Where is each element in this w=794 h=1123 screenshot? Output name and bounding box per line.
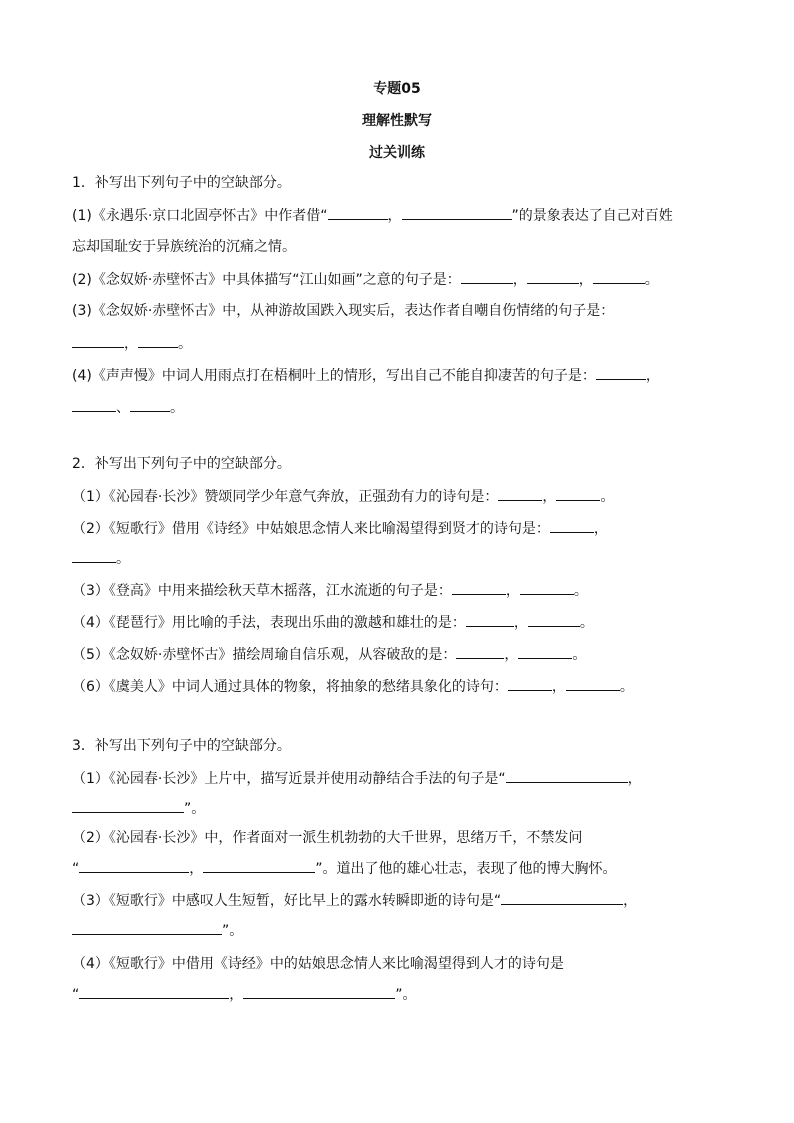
q3-item-3 [72,890,732,911]
answer-blank[interactable] [243,984,395,999]
q2-item-6-end: 。 [619,679,634,695]
q1-item-1-text: (1)《永遇乐·京口北固亭怀古》中作者借“ [72,208,328,224]
answer-blank[interactable] [79,984,229,999]
q3-stem: 3．补写出下列句子中的空缺部分。 [72,738,291,754]
q1-item-4-sep: ， [645,368,660,384]
q1-item-3-sep: ， [124,336,138,352]
q1-item-2-sep: ， [578,272,593,288]
q1-item-2-sep: ， [512,272,527,288]
q3-item-4-sep: ， [229,987,244,1003]
answer-blank[interactable] [402,205,512,220]
q2-stem: 2．补写出下列句子中的空缺部分。 [72,456,291,472]
answer-blank[interactable] [461,269,513,284]
answer-blank[interactable] [498,486,542,501]
answer-blank[interactable] [593,269,645,284]
q2-item-3-sep: ， [505,583,520,599]
q2-item-4-end: 。 [579,615,594,631]
q3-item-1-end: ”。 [184,801,206,817]
q3-item-3-end: ”。 [222,923,244,939]
q2-item-1-text: （1）《沁园春·长沙》赞颂同学少年意气奔放，正强劲有力的诗句是： [72,489,499,505]
q3-item-2-quote: “ [72,861,80,877]
answer-blank[interactable] [508,676,552,691]
q2-item-6-sep: ， [551,679,566,695]
q1-item-2-end: 。 [644,272,659,288]
answer-blank[interactable] [138,333,178,348]
q1-item-1-text-end: ”的景象表达了自己对百姓 [511,208,673,224]
q2-item-3-text: （3）《登高》中用来描绘秋天草木摇落，江水流逝的句子是： [72,583,452,599]
q2-item-1-sep: ， [542,489,557,505]
q3-item-1-sep: ， [627,771,642,787]
answer-blank[interactable] [456,644,504,659]
q3-item-3-sep: ， [623,893,638,909]
q1-item-3-cont [72,333,732,354]
answer-blank[interactable] [566,676,620,691]
answer-blank[interactable] [520,580,574,595]
q2-item-4 [72,612,732,633]
answer-blank[interactable] [528,612,580,627]
q3-item-4: （4）《短歌行》中借用《诗经》中的姑娘思念情人来比喻渴望得到人才的诗句是 [72,956,564,972]
answer-blank[interactable] [596,365,646,380]
q2-item-3-end: 。 [573,583,588,599]
q1-stem: 1．补写出下列句子中的空缺部分。 [72,175,291,191]
q2-item-6-text: （6）《虞美人》中词人通过具体的物象，将抽象的愁绪具象化的诗句： [72,679,508,695]
q1-item-1-sep: ， [387,208,402,224]
answer-blank[interactable] [556,486,600,501]
q3-item-2-end: ”。道出了他的雄心壮志，表现了他的博大胸怀。 [315,861,617,877]
q1-item-4-end: 。 [170,400,184,416]
q2-item-4-sep: ， [513,615,528,631]
q1-item-3-end: 。 [178,336,192,352]
topic-title: 专题05 [373,81,421,97]
q2-item-2-sep: ， [593,521,608,537]
answer-blank[interactable] [466,612,514,627]
answer-blank[interactable] [328,205,388,220]
q1-item-4-cont [72,397,732,418]
q3-item-1 [72,768,732,789]
section-title: 过关训练 [369,145,425,161]
q3-item-1-cont [72,798,732,819]
q2-item-5-end: 。 [572,647,587,663]
q3-item-2-cont [72,858,732,879]
q2-item-1-end: 。 [600,489,615,505]
q2-item-4-text: （4）《琵琶行》用比喻的手法，表现出乐曲的激越和雄壮的是： [72,615,466,631]
q1-item-4-text: (4)《声声慢》中词人用雨点打在梧桐叶上的情形，写出自己不能自抑凄苦的句子是： [72,368,596,384]
answer-blank[interactable] [203,858,315,873]
answer-blank[interactable] [72,333,124,348]
answer-blank[interactable] [72,920,222,935]
q3-item-4-quote: “ [72,987,80,1003]
q3-item-2-sep: ， [189,861,204,877]
q2-item-2-cont [72,548,732,569]
q2-item-3 [72,580,732,601]
q2-item-1 [72,486,732,507]
q2-item-5-text: （5）《念奴娇·赤壁怀古》描绘周瑜自信乐观，从容破敌的是： [72,647,457,663]
q3-item-4-cont [72,984,732,1005]
q1-item-4-sep: 、 [116,400,130,416]
answer-blank[interactable] [506,768,628,783]
q3-item-4-end: ”。 [395,987,417,1003]
q1-item-2 [72,269,732,290]
answer-blank[interactable] [518,644,572,659]
q3-item-3-cont [72,920,732,941]
q1-item-4 [72,365,732,386]
answer-blank[interactable] [452,580,506,595]
q3-item-1-text: （1）《沁园春·长沙》上片中，描写近景并使用动静结合手法的句子是“ [72,771,506,787]
q2-item-5-sep: ， [504,647,519,663]
q3-item-2: （2）《沁园春·长沙》中，作者面对一派生机勃勃的大千世界，思绪万千，不禁发问 [72,830,583,846]
q3-item-3-text: （3）《短歌行》中感叹人生短暂，好比早上的露水转瞬即逝的诗句是“ [72,893,502,909]
q2-item-6 [72,676,732,697]
answer-blank[interactable] [501,890,623,905]
answer-blank[interactable] [72,798,184,813]
answer-blank[interactable] [79,858,189,873]
answer-blank[interactable] [527,269,579,284]
q1-item-2-text: (2)《念奴娇·赤壁怀古》中具体描写“江山如画”之意的句子是： [72,272,461,288]
page-subtitle: 理解性默写 [362,113,432,129]
q2-item-2-text: （2）《短歌行》借用《诗经》中姑娘思念情人来比喻渴望得到贤才的诗句是： [72,521,550,537]
q1-item-3: (3)《念奴娇·赤壁怀古》中，从神游故国跌入现实后，表达作者自嘲自伤情绪的句子是： [72,303,615,319]
q1-item-1-cont: 忘却国耻安于异族统治的沉痛之情。 [72,239,296,255]
answer-blank[interactable] [130,397,170,412]
q2-item-2 [72,518,732,539]
answer-blank[interactable] [72,548,116,563]
answer-blank[interactable] [550,518,594,533]
q2-item-2-end: 。 [116,551,130,567]
q1-item-1 [72,205,732,226]
answer-blank[interactable] [72,397,116,412]
q2-item-5 [72,644,732,665]
